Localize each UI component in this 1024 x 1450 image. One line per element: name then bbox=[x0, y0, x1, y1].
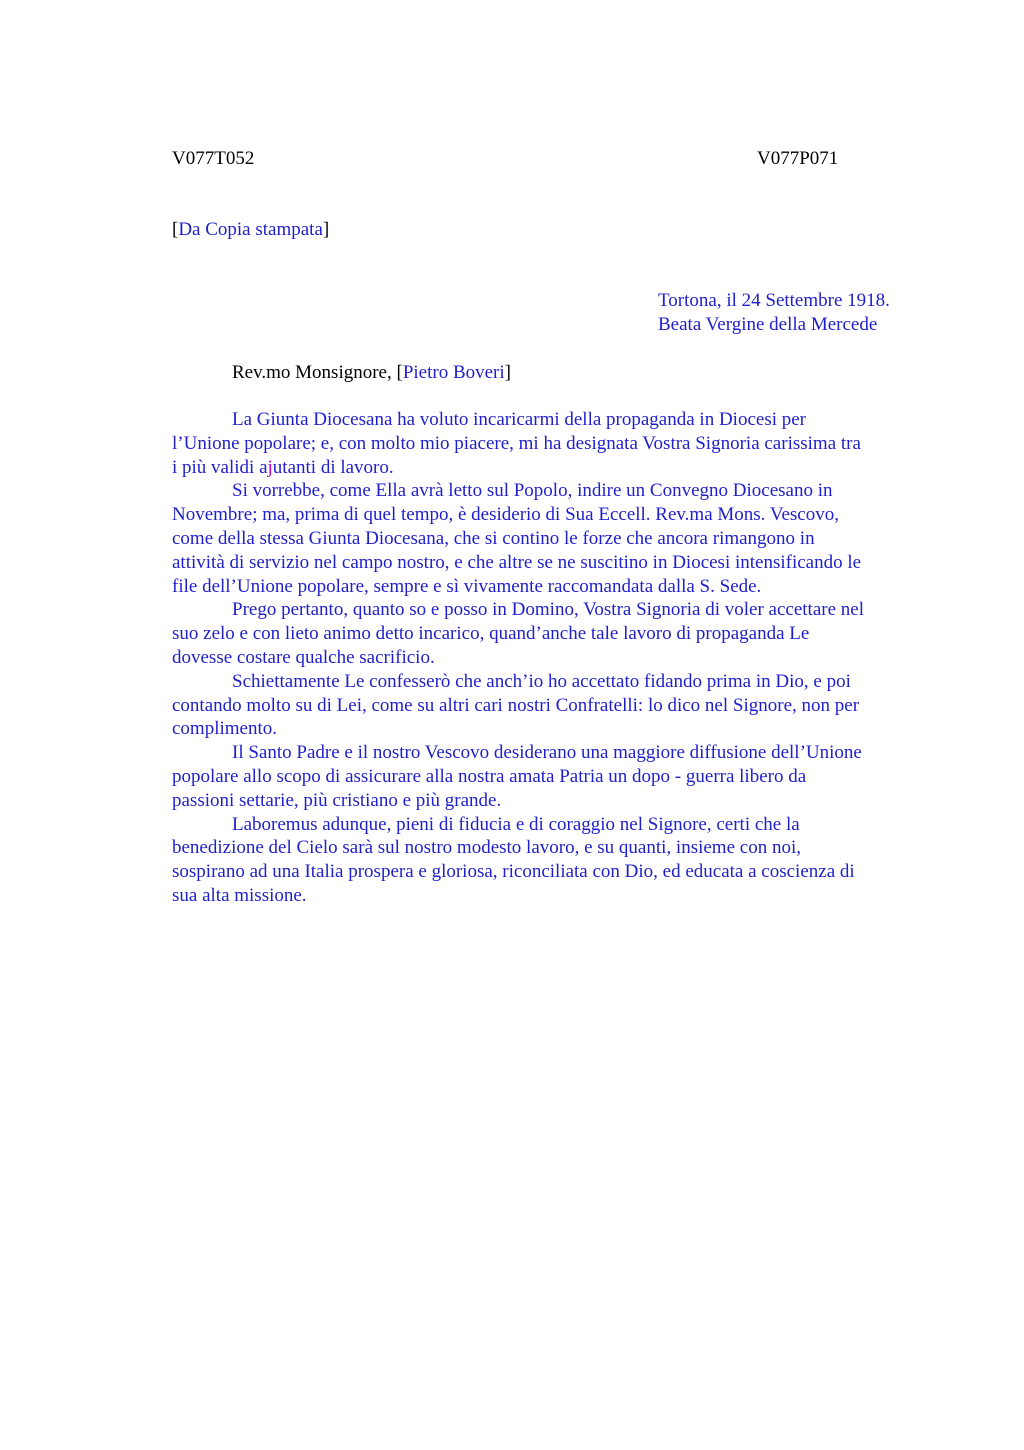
body-line: file dell’Unione popolare, sempre e sì vivamente raccomandata dalla S. Sede. bbox=[172, 575, 762, 597]
body-line: Il Santo Padre e il nostro Vescovo desiderano una maggiore diffusione dell’Unione bbox=[232, 742, 862, 764]
body-line: l’Unione popolare; e, con molto mio piacere, mi ha designata Vostra Signoria carissima tra bbox=[172, 432, 861, 454]
body-line: Prego pertanto, quanto so e posso in Domino, Vostra Signoria di voler accettare nel bbox=[232, 599, 864, 621]
body-line: benedizione del Cielo sarà sul nostro modesto lavoro, e su quanti, insieme con noi, bbox=[172, 837, 801, 859]
body-line: sua alta missione. bbox=[172, 884, 307, 906]
source-text: Da Copia stampata bbox=[178, 219, 323, 240]
body-line: Laboremus adunque, pieni di fiducia e di coraggio nel Signore, certi che la bbox=[232, 813, 800, 835]
body-line: Schiettamente Le confesserò che anch’io ho accettato fidando prima in Dio, e poi bbox=[232, 670, 851, 692]
body-line: suo zelo e con lieto animo detto incarico, quand’anche tale lavoro di propaganda Le bbox=[172, 623, 810, 645]
recipient-name: Pietro Boveri bbox=[402, 362, 505, 383]
body-line: attività di servizio nel campo nostro, e che altre se ne suscitino in Diocesi intensificando le bbox=[172, 551, 862, 573]
body-line: La Giunta Diocesana ha voluto incaricarmi della propaganda in Diocesi per bbox=[232, 409, 806, 430]
document-code-left: V077T052 bbox=[172, 148, 255, 169]
body-line bbox=[172, 456, 932, 480]
body-line: Novembre; ma, prima di quel tempo, è desiderio di Sua Eccell. Rev.ma Mons. Vescovo, bbox=[172, 504, 839, 526]
source-bracket-open: [ bbox=[172, 219, 179, 240]
document-code-right: V077P071 bbox=[757, 148, 839, 169]
source-note bbox=[172, 218, 329, 242]
editorial-mark: j bbox=[267, 456, 273, 478]
body-line: passioni settarie, più cristiano e più grande. bbox=[172, 789, 502, 811]
salutation-bracket-close: ] bbox=[504, 362, 511, 383]
source-bracket-close: ] bbox=[322, 219, 330, 240]
body-line-segment: i più validi a bbox=[172, 456, 268, 478]
body-line: contando molto su di Lei, come su altri cari nostri Confratelli: lo dico nel Signore, non per bbox=[172, 694, 860, 716]
body-line: dovesse costare qualche sacrificio. bbox=[172, 646, 435, 668]
place-date: Tortona, il 24 Settembre 1918. bbox=[658, 290, 890, 311]
feast-day: Beata Vergine della Mercede bbox=[658, 314, 878, 335]
body-line: sospirano ad una Italia prospera e gloriosa, riconciliata con Dio, ed educata a coscienza di bbox=[172, 861, 855, 883]
letter-body bbox=[172, 408, 932, 908]
body-line-segment: utanti di lavoro. bbox=[272, 456, 394, 478]
body-line: complimento. bbox=[172, 718, 278, 740]
body-line: come della stessa Giunta Diocesana, che si contino le forze che ancora rimangono in bbox=[172, 527, 815, 549]
body-line: Si vorrebbe, come Ella avrà letto sul Popolo, indire un Convegno Diocesano in bbox=[232, 480, 833, 502]
body-line: popolare allo scopo di assicurare alla nostra amata Patria un dopo - guerra libero da bbox=[172, 765, 807, 787]
salutation-greeting: Rev.mo Monsignore, [ bbox=[232, 362, 403, 383]
salutation bbox=[232, 361, 511, 385]
